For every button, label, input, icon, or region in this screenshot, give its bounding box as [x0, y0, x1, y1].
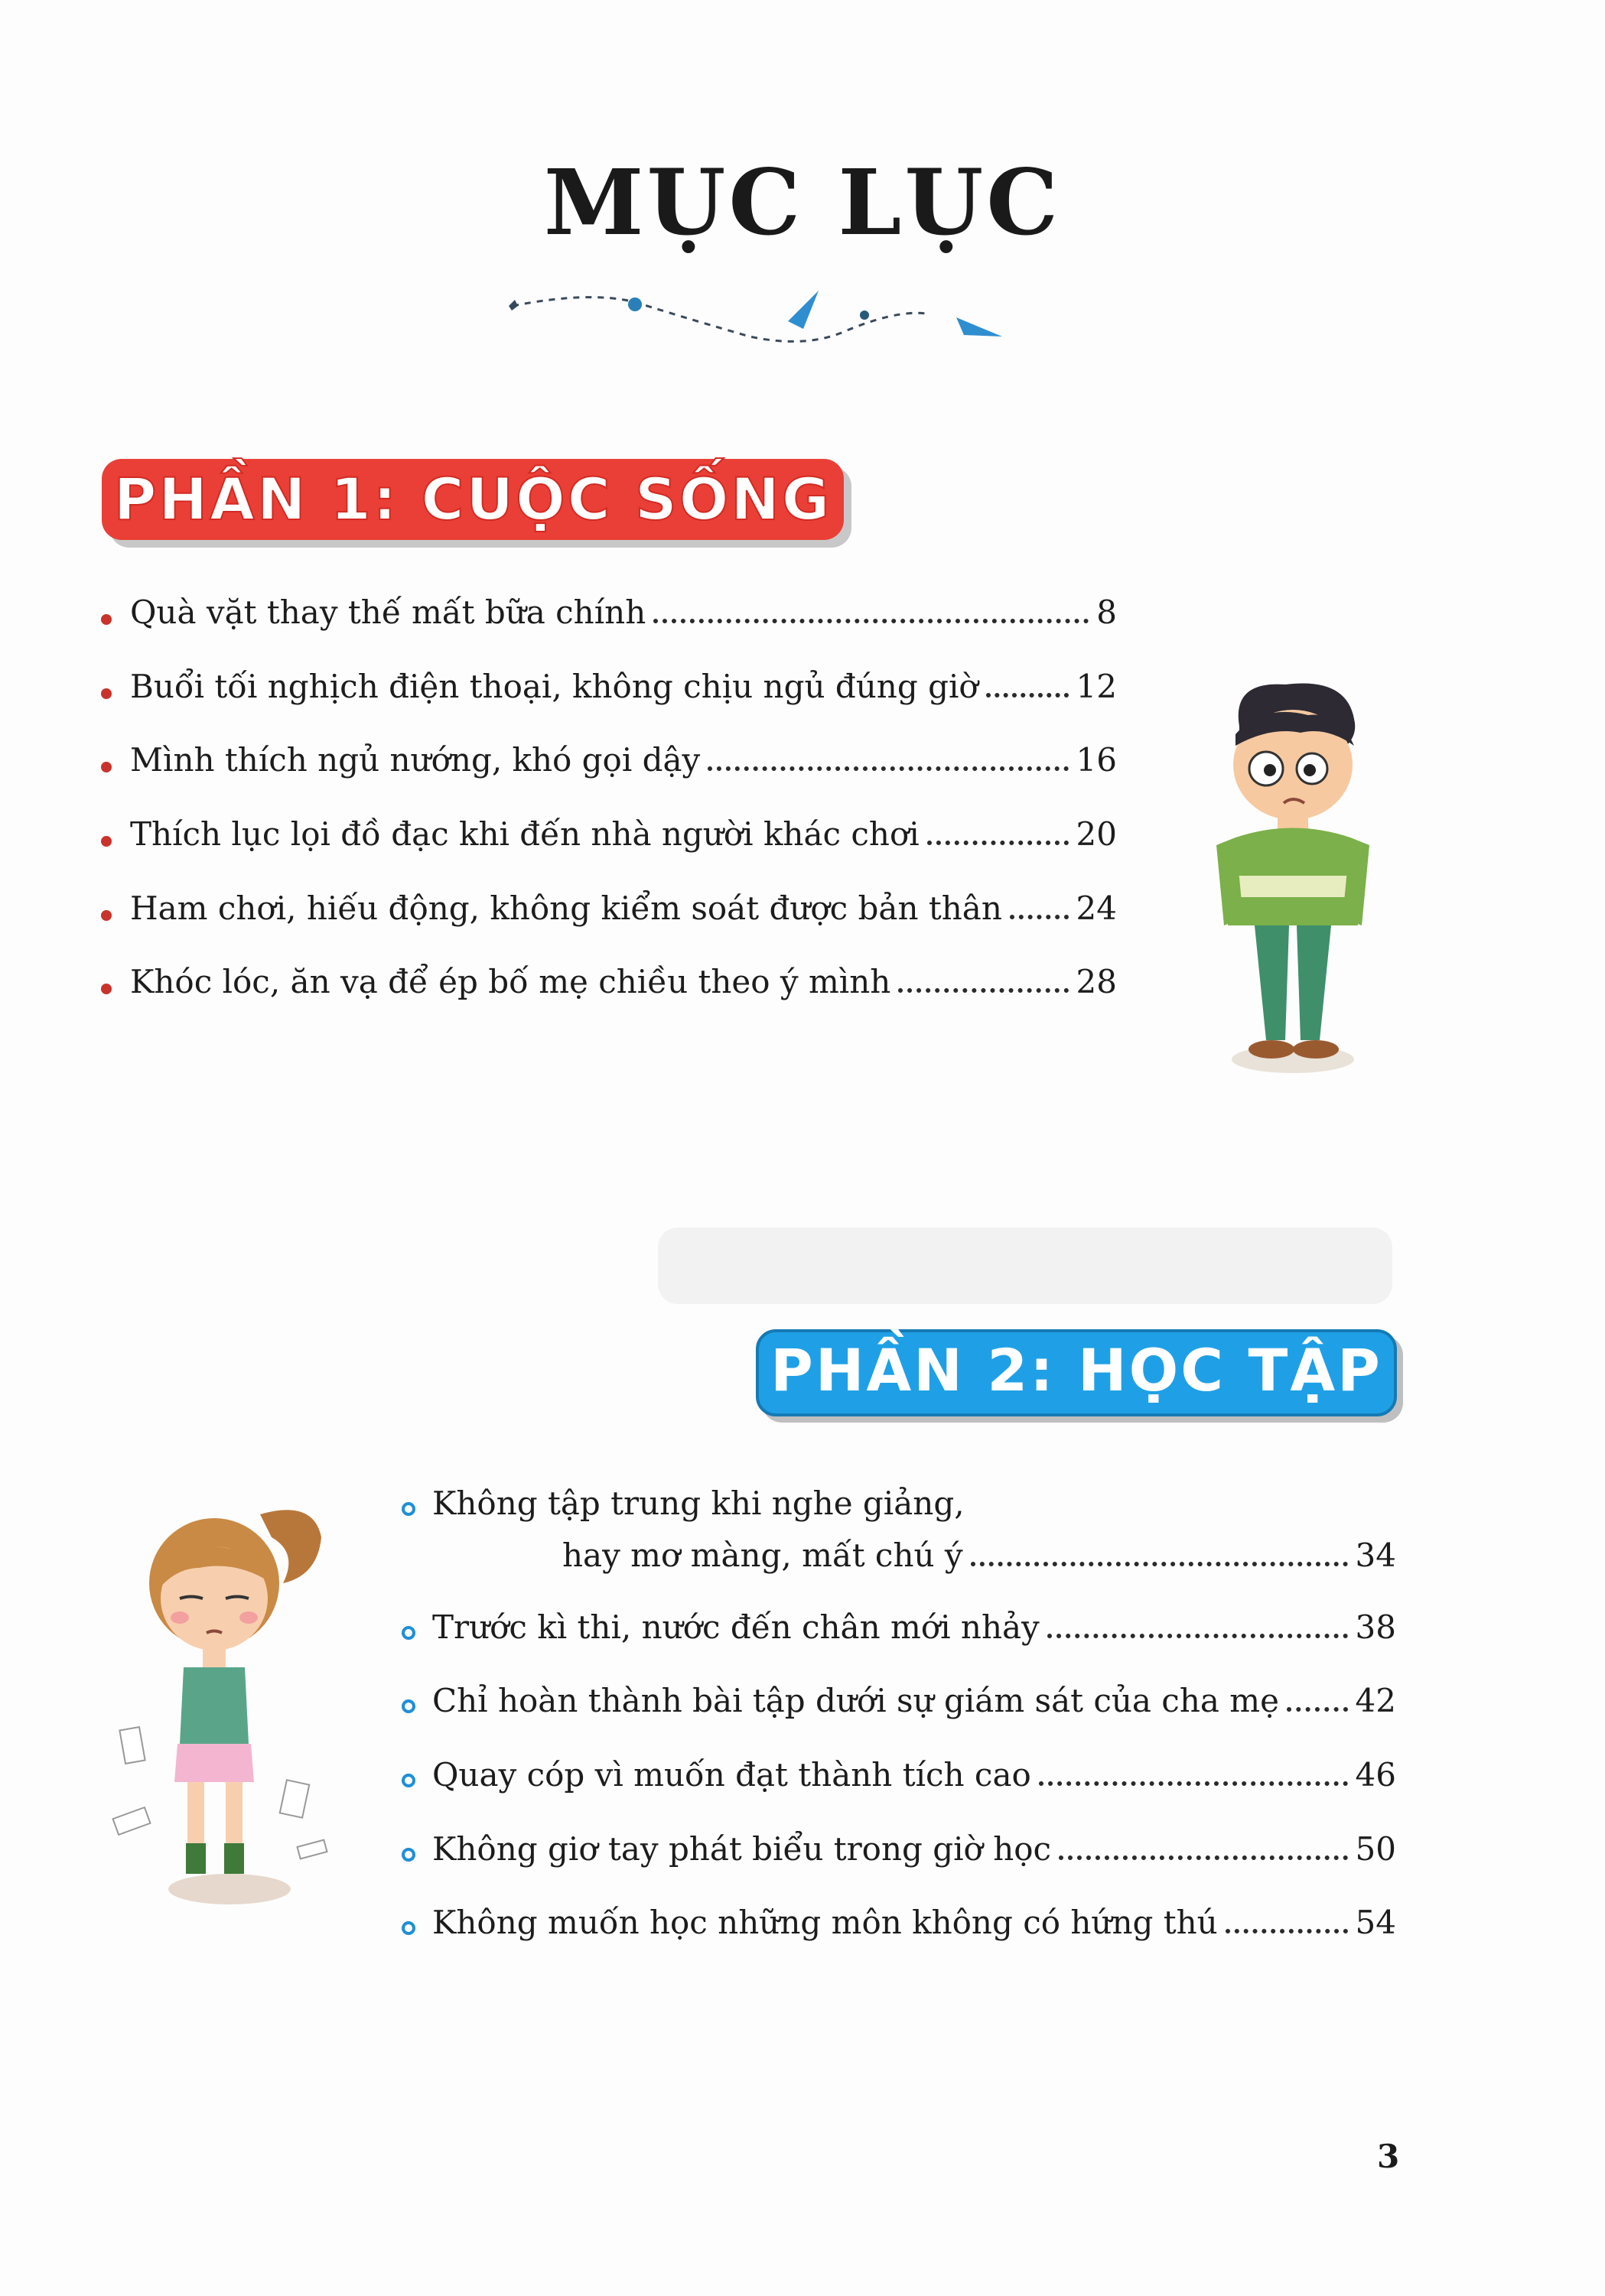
bullet-icon [402, 1921, 415, 1935]
list-item[interactable]: Mình thích ngủ nướng, khó gọi dậy 16 [130, 740, 1117, 780]
bullet-icon [402, 1502, 415, 1516]
dot-leader [1047, 1634, 1348, 1638]
girl-illustration [107, 1491, 337, 1920]
dot-leader [1010, 915, 1069, 919]
faded-bleed-banner [658, 1228, 1392, 1304]
list-item[interactable]: Không muốn học những môn không có hứng thú 54 [432, 1903, 1396, 1943]
list-item[interactable]: Thích lục lọi đồ đạc khi đến nhà người khác chơi 20 [130, 815, 1117, 854]
dot-leader [708, 766, 1068, 771]
list-item[interactable]: Không tập trung khi nghe giảng, [432, 1484, 1396, 1524]
page-title: MỤC LỤC [543, 149, 1062, 255]
bullet-icon [402, 1626, 415, 1640]
dot-leader [898, 988, 1068, 993]
list-item[interactable]: Chỉ hoàn thành bài tập dưới sự giám sát của cha mẹ 42 [432, 1681, 1396, 1721]
bullet-icon [101, 762, 112, 772]
list-item[interactable]: Trước kì thi, nước đến chân mới nhảy 38 [432, 1608, 1396, 1647]
dot-leader [927, 841, 1069, 845]
part1-heading: PHẦN 1: CUỘC SỐNG [102, 459, 844, 540]
bullet-icon [402, 1848, 415, 1862]
dot-leader [1039, 1781, 1348, 1786]
bullet-icon [101, 910, 112, 921]
dot-leader [1059, 1855, 1347, 1860]
decorative-ornament [497, 275, 1017, 359]
list-item[interactable]: Ham chơi, hiếu động, không kiểm soát được bản thân 24 [130, 889, 1117, 928]
list-item[interactable]: Quà vặt thay thế mất bữa chính 8 [130, 593, 1117, 633]
list-item[interactable]: Quay cóp vì muốn đạt thành tích cao 46 [432, 1755, 1396, 1795]
bullet-icon [101, 984, 112, 994]
list-item[interactable]: Không giơ tay phát biểu trong giờ học 50 [432, 1829, 1396, 1869]
bullet-icon [402, 1774, 415, 1787]
bullet-icon [101, 688, 112, 699]
boy-illustration [1193, 673, 1392, 1086]
bullet-icon [402, 1699, 415, 1713]
dot-leader [653, 619, 1089, 623]
list-item[interactable]: Khóc lóc, ăn vạ để ép bố mẹ chiều theo ý mình 28 [130, 962, 1117, 1002]
dot-leader [1226, 1929, 1348, 1933]
dot-leader [1287, 1707, 1348, 1712]
dot-leader [971, 1562, 1348, 1566]
dot-leader [986, 693, 1069, 698]
part2-heading: PHẦN 2: HỌC TẬP [756, 1329, 1397, 1416]
list-item-continuation: hay mơ màng, mất chú ý 34 [562, 1537, 1396, 1574]
list-item[interactable]: Buổi tối nghịch điện thoại, không chịu ngủ đúng giờ 12 [130, 667, 1117, 707]
bullet-icon [101, 836, 112, 847]
page-number: 3 [1377, 2138, 1400, 2175]
bullet-icon [101, 614, 112, 625]
